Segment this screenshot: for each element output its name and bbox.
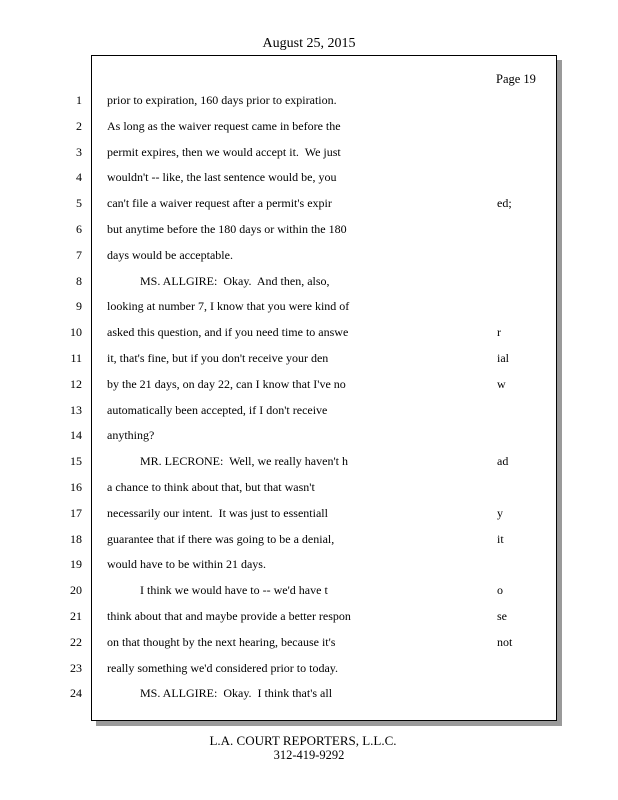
line-number: 18 bbox=[70, 532, 82, 546]
line-text: MR. LECRONE: Well, we really haven't h bbox=[140, 454, 348, 468]
line-number: 12 bbox=[70, 377, 82, 391]
line-text: As long as the waiver request came in before the bbox=[107, 119, 341, 133]
line-tail-text: w bbox=[497, 377, 506, 391]
line-text: would have to be within 21 days. bbox=[107, 557, 266, 571]
line-number: 15 bbox=[70, 454, 82, 468]
line-text: days would be acceptable. bbox=[107, 248, 233, 262]
line-tail-text: it bbox=[497, 532, 504, 546]
line-text: permit expires, then we would accept it. We just bbox=[107, 145, 341, 159]
line-number: 14 bbox=[70, 428, 82, 442]
line-tail-text: r bbox=[497, 325, 501, 339]
line-number: 22 bbox=[70, 635, 82, 649]
line-number: 11 bbox=[70, 351, 82, 365]
line-number: 10 bbox=[70, 325, 82, 339]
line-text: it, that's fine, but if you don't receive your den bbox=[107, 351, 329, 365]
line-tail-text: ad bbox=[497, 454, 509, 468]
line-text: but anytime before the 180 days or within the 180 bbox=[107, 222, 347, 236]
line-text: a chance to think about that, but that wasn't bbox=[107, 480, 315, 494]
line-number: 7 bbox=[76, 248, 82, 262]
line-tail-text: ed; bbox=[497, 196, 512, 210]
line-number: 19 bbox=[70, 557, 82, 571]
line-tail-text: ial bbox=[497, 351, 509, 365]
header-date: August 25, 2015 bbox=[262, 36, 356, 51]
line-text: on that thought by the next hearing, because it's bbox=[107, 635, 336, 649]
line-number: 1 bbox=[76, 93, 82, 107]
line-text: I think we would have to -- we'd have t bbox=[140, 583, 328, 597]
line-number: 23 bbox=[70, 661, 82, 675]
line-number: 8 bbox=[76, 274, 82, 288]
line-text: asked this question, and if you need time to answe bbox=[107, 325, 349, 339]
line-text: MS. ALLGIRE: Okay. I think that's all bbox=[140, 686, 333, 700]
line-text: MS. ALLGIRE: Okay. And then, also, bbox=[140, 274, 330, 288]
line-text: guarantee that if there was going to be a denial, bbox=[107, 532, 335, 546]
line-tail-text: se bbox=[497, 609, 507, 623]
line-number: 9 bbox=[76, 299, 82, 313]
line-tail-text: y bbox=[497, 506, 503, 520]
line-text: anything? bbox=[107, 428, 155, 442]
footer-company: L.A. COURT REPORTERS, L.L.C. bbox=[209, 733, 397, 748]
line-number: 20 bbox=[70, 583, 82, 597]
line-number: 24 bbox=[70, 686, 82, 700]
line-text: necessarily our intent. It was just to essentiall bbox=[107, 506, 328, 520]
line-number: 6 bbox=[76, 222, 82, 236]
line-number: 5 bbox=[76, 196, 82, 210]
line-number: 3 bbox=[76, 145, 82, 159]
line-number: 16 bbox=[70, 480, 82, 494]
line-text: by the 21 days, on day 22, can I know that I've no bbox=[107, 377, 346, 391]
line-number: 2 bbox=[76, 119, 82, 133]
line-text: really something we'd considered prior to today. bbox=[107, 661, 338, 675]
line-text: looking at number 7, I know that you were kind of bbox=[107, 299, 350, 313]
line-text: think about that and maybe provide a better respon bbox=[107, 609, 351, 623]
line-text: wouldn't -- like, the last sentence would be, you bbox=[107, 170, 337, 184]
line-tail-text: o bbox=[497, 583, 503, 597]
footer-phone: 312-419-9292 bbox=[273, 748, 345, 762]
line-text: can't file a waiver request after a permit's expir bbox=[107, 196, 332, 210]
line-number: 13 bbox=[70, 403, 82, 417]
line-tail-text: not bbox=[497, 635, 513, 649]
line-text: automatically been accepted, if I don't receive bbox=[107, 403, 328, 417]
line-number: 21 bbox=[70, 609, 82, 623]
line-text: prior to expiration, 160 days prior to expiration. bbox=[107, 93, 337, 107]
line-number: 17 bbox=[70, 506, 82, 520]
line-number: 4 bbox=[76, 170, 82, 184]
page-number: Page 19 bbox=[496, 72, 536, 86]
